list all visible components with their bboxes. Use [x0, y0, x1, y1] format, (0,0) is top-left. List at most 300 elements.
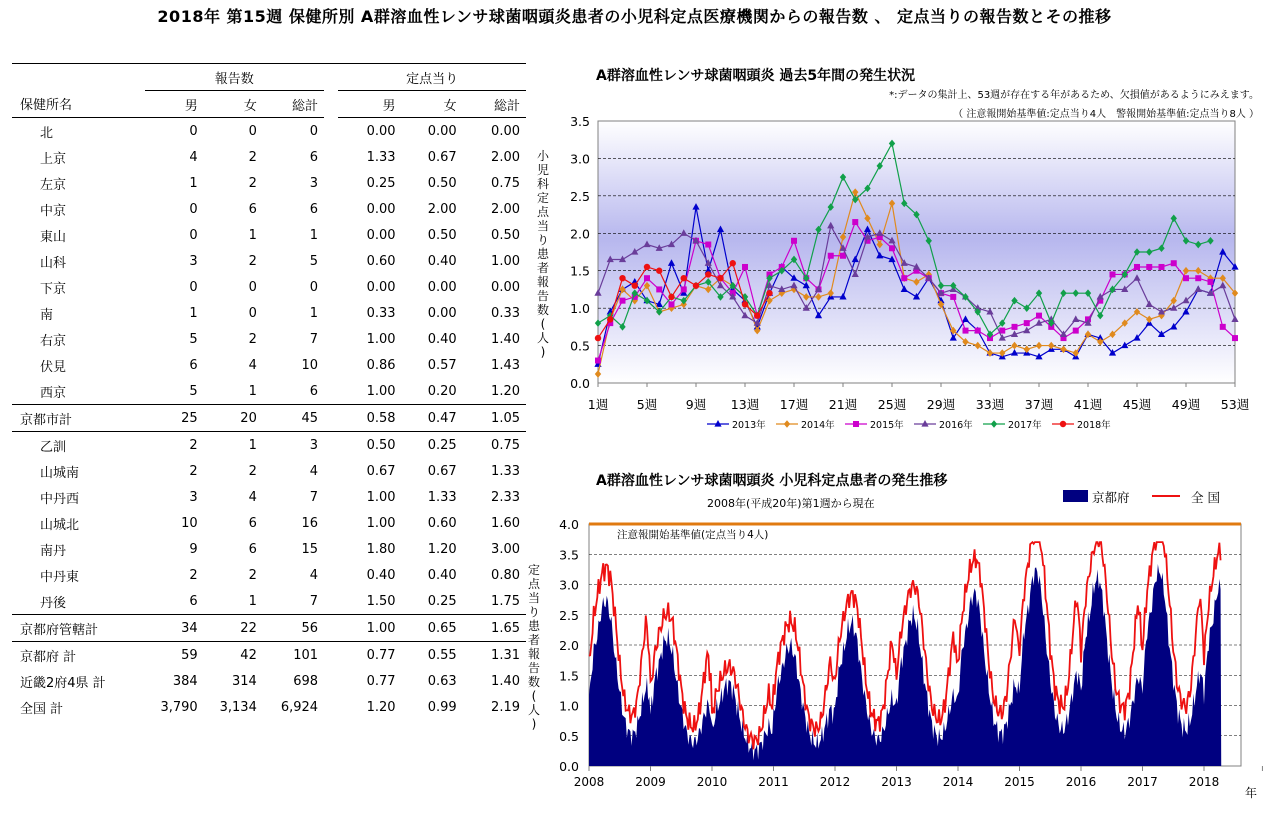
y-axis-label	[528, 563, 541, 731]
cell-value: 0.00	[491, 123, 520, 139]
row-name: 中丹西	[40, 491, 80, 507]
cell-value: 1.40	[491, 673, 520, 689]
cell-value: 10	[301, 357, 319, 373]
ylabel-char: 定	[536, 191, 550, 205]
ylabel-char: 科	[536, 177, 550, 191]
data-point	[681, 286, 687, 292]
cell-value: 45	[263, 405, 324, 432]
x-tick-label: 2014	[942, 775, 974, 789]
cell-value: 2	[145, 432, 204, 459]
chart-subtitle: 2008年(平成20年)第1週から現在	[707, 497, 875, 510]
row-name: 伏見	[40, 359, 67, 375]
x-tick-label: 37週	[1024, 397, 1054, 412]
cell-value: 0.00	[366, 123, 396, 139]
cell-value: 6	[248, 515, 257, 531]
cell-value: 1.60	[491, 515, 520, 531]
table-row	[12, 588, 526, 615]
cell-value: 1.80	[366, 541, 396, 557]
row-name: 左京	[40, 177, 67, 193]
y-axis-label	[537, 149, 550, 359]
table-row	[12, 326, 526, 352]
x-tick-label: 45週	[1122, 397, 1152, 412]
data-point	[1232, 335, 1238, 341]
x-tick-label: 2010	[696, 775, 728, 789]
cell-value: 1.00	[366, 383, 396, 399]
legend-label: 2015年	[870, 420, 904, 431]
legend-marker	[991, 420, 997, 428]
cell-value: 0.00	[491, 279, 520, 295]
x-tick-label: 2009	[635, 775, 666, 789]
col-header-total-rate: 総計	[463, 91, 526, 118]
legend-label: 2013年	[732, 420, 766, 431]
cell-value: 0	[248, 305, 257, 321]
cell-value: 0.65	[402, 615, 463, 642]
data-point	[656, 268, 662, 274]
cell-value: 2	[189, 463, 198, 479]
ylabel-char: 者	[527, 633, 541, 647]
data-point	[1195, 275, 1201, 281]
table-row	[12, 510, 526, 536]
cell-value: 1	[189, 305, 198, 321]
cell-value: 0.67	[427, 149, 457, 165]
x-tick-label: 5週	[636, 397, 658, 412]
cell-value: 10	[181, 515, 198, 531]
cell-value: 1	[189, 175, 198, 191]
ylabel-char: 当	[527, 591, 541, 605]
row-name: 南丹	[40, 543, 67, 559]
row-name: 北	[40, 125, 54, 141]
row-name: 上京	[40, 151, 67, 167]
row-name: 右京	[40, 333, 67, 349]
cell-value: 3,790	[160, 699, 198, 715]
y-tick-label: 0.5	[559, 728, 579, 744]
table-row	[12, 274, 526, 300]
data-point	[595, 358, 601, 364]
chart-note: *:データの集計上、53週が存在する年があるため、欠損値があるようにみえます。	[889, 90, 1259, 101]
cell-value: 3	[263, 432, 324, 459]
cell-value: 9	[189, 541, 198, 557]
ylabel-char: 点	[536, 205, 550, 219]
cell-value: 25	[145, 405, 204, 432]
row-name: 西京	[40, 385, 67, 401]
cell-value: 3.00	[491, 541, 520, 557]
legend-marker	[784, 420, 790, 428]
col-header-male: 男	[145, 91, 204, 118]
cell-value: 3,134	[219, 699, 257, 715]
cell-value: 1.43	[491, 357, 520, 373]
cell-value: 384	[172, 673, 198, 689]
data-point	[632, 282, 638, 288]
cell-value: 0	[189, 201, 198, 217]
ylabel-char: 人	[527, 703, 541, 717]
data-point	[1024, 320, 1030, 326]
x-tick-label: 2016	[1065, 775, 1097, 789]
table-row	[12, 615, 526, 642]
data-point	[619, 275, 625, 281]
cell-value: 0.40	[427, 567, 457, 583]
x-tick-label: 53週	[1220, 397, 1250, 412]
ylabel-char: 患	[527, 619, 541, 633]
table-row	[12, 118, 526, 145]
data-point	[1208, 279, 1214, 285]
ylabel-char: 児	[536, 163, 550, 177]
table-row	[12, 642, 526, 669]
cell-value: 0	[309, 123, 319, 139]
cell-value: 42	[204, 642, 263, 669]
x-axis-label: 年	[1244, 786, 1258, 800]
cell-value: 5	[309, 253, 319, 269]
y-tick-label: 1.5	[559, 668, 579, 684]
cell-value: 1.33	[366, 149, 396, 165]
data-point	[1036, 313, 1042, 319]
chart-thresholds: （ 注意報開始基準値:定点当り4人 警報開始基準値:定点当り8人 ）	[953, 109, 1259, 120]
x-tick-label: 2015	[1004, 775, 1035, 789]
x-tick-label: 49週	[1171, 397, 1201, 412]
cell-value: 0.55	[402, 642, 463, 669]
row-name: 京都市計	[12, 405, 145, 432]
col-header-name: 保健所名	[12, 91, 145, 118]
cell-value: 0.25	[402, 432, 463, 459]
cell-value: 0.50	[338, 432, 401, 459]
cell-value: 1.50	[366, 593, 396, 609]
data-point	[620, 298, 626, 304]
ylabel-char: 患	[536, 247, 550, 261]
cell-value: 0.00	[366, 279, 396, 295]
data-point	[975, 328, 981, 334]
ylabel-char: )	[540, 345, 546, 359]
col-header-female: 女	[204, 91, 263, 118]
ylabel-char: 当	[536, 219, 550, 233]
legend-label: 2014年	[801, 420, 835, 431]
cell-value: 1.75	[491, 593, 520, 609]
cell-value: 0.20	[427, 383, 457, 399]
cell-value: 5	[189, 383, 198, 399]
cell-value: 0	[309, 279, 319, 295]
cell-value: 5	[189, 331, 198, 347]
legend-label: 京都府	[1092, 490, 1130, 505]
cell-value: 4	[189, 149, 198, 165]
cell-value: 4	[309, 567, 319, 583]
x-tick-label: 13週	[730, 397, 760, 412]
cell-value: 1.05	[463, 405, 526, 432]
col-header-female-rate: 女	[402, 91, 463, 118]
cell-value: 1.20	[366, 699, 396, 715]
cell-value: 0	[189, 227, 198, 243]
cell-value: 7	[309, 489, 319, 505]
y-tick-label: 0.0	[570, 376, 590, 391]
cell-value: 1.20	[491, 383, 520, 399]
cell-value: 4	[248, 489, 257, 505]
data-point	[742, 301, 748, 307]
cell-value: 0.60	[366, 253, 396, 269]
table-row	[12, 300, 526, 326]
data-point	[730, 260, 736, 266]
x-tick-label: 2018	[1188, 775, 1220, 789]
data-point	[1171, 260, 1177, 266]
cell-value: 0.40	[427, 331, 457, 347]
ylabel-char: 報	[536, 275, 550, 289]
cell-value: 6	[248, 201, 257, 217]
cell-value: 0	[189, 279, 198, 295]
ylabel-char: 定	[527, 563, 541, 577]
table-row	[12, 562, 526, 588]
table-row	[12, 170, 526, 196]
data-point	[889, 245, 895, 251]
y-tick-label: 0.0	[559, 759, 579, 774]
col-header-male-rate: 男	[338, 91, 401, 118]
cell-value: 2	[248, 175, 257, 191]
data-point	[791, 238, 797, 244]
cell-value: 0.67	[427, 463, 457, 479]
data-point	[607, 316, 613, 322]
legend-marker	[1060, 421, 1066, 427]
cell-value: 0.75	[491, 175, 520, 191]
data-point	[852, 219, 858, 225]
row-name: 下京	[40, 281, 67, 297]
data-point	[742, 264, 748, 270]
cell-value: 0.99	[427, 699, 457, 715]
data-point	[950, 294, 956, 300]
data-point	[595, 335, 601, 341]
legend-label: 2016年	[939, 420, 973, 431]
x-tick-label: 2011	[758, 775, 789, 789]
table-row	[12, 668, 526, 694]
cell-value: 6	[189, 357, 198, 373]
ylabel-char: 人	[536, 331, 550, 345]
report-table	[12, 63, 526, 720]
ylabel-char: 告	[527, 661, 541, 675]
row-name: 山城北	[40, 517, 80, 533]
cell-value: 20	[204, 405, 263, 432]
cell-value: 1.33	[427, 489, 457, 505]
x-tick-label: 2017	[1127, 775, 1158, 789]
col-header-total: 総計	[263, 91, 324, 118]
cell-value: 2	[248, 331, 257, 347]
x-tick-label: 17週	[779, 397, 809, 412]
ylabel-char: 点	[527, 577, 541, 591]
y-tick-label: 1.0	[570, 301, 590, 317]
cell-value: 6	[309, 149, 319, 165]
cell-value: 0.00	[427, 305, 457, 321]
y-tick-label: 2.0	[559, 638, 579, 653]
per-sentinel-group-header: 定点当り	[338, 64, 526, 91]
cell-value: 0.77	[338, 642, 401, 669]
row-name: 丹後	[40, 595, 67, 611]
data-point	[668, 294, 674, 300]
five-year-chart	[530, 60, 1269, 440]
data-point	[1146, 264, 1152, 270]
cell-value: 0.47	[402, 405, 463, 432]
cell-value: 0.60	[427, 515, 457, 531]
data-point	[717, 275, 723, 281]
cell-value: 1.00	[366, 489, 396, 505]
data-point	[681, 275, 687, 281]
data-point	[1183, 275, 1189, 281]
y-tick-label: 2.0	[570, 226, 590, 242]
cell-value: 4	[248, 357, 257, 373]
legend-marker	[921, 420, 928, 427]
cell-value: 3	[189, 253, 198, 269]
data-point	[766, 290, 772, 296]
cell-value: 56	[263, 615, 324, 642]
cell-value: 1.20	[427, 541, 457, 557]
row-name: 南	[40, 307, 54, 323]
cell-value: 698	[293, 673, 319, 689]
data-point	[669, 301, 675, 307]
table-row	[12, 196, 526, 222]
cell-value: 0.25	[366, 175, 396, 191]
table-row	[12, 432, 526, 459]
x-tick-label: 9週	[685, 397, 707, 412]
cell-value: 3	[309, 175, 319, 191]
cell-value: 6	[189, 593, 198, 609]
cell-value: 0.67	[366, 463, 396, 479]
data-point	[754, 312, 760, 318]
y-tick-label: 3.5	[570, 114, 590, 129]
x-tick-label: 1週	[587, 397, 609, 412]
data-point	[705, 271, 711, 277]
cell-value: 0.40	[427, 253, 457, 269]
table-row	[12, 536, 526, 562]
table-row	[12, 222, 526, 248]
cell-value: 4	[309, 463, 319, 479]
data-point	[828, 253, 834, 259]
cell-value: 0.63	[427, 673, 457, 689]
cell-value: 1.00	[366, 515, 396, 531]
cell-value: 1.00	[491, 253, 520, 269]
cell-value: 0.75	[463, 432, 526, 459]
cell-value: 0.50	[491, 227, 520, 243]
cell-value: 1.65	[463, 615, 526, 642]
cell-value: 1.00	[338, 615, 401, 642]
legend-swatch-kyoto	[1063, 490, 1088, 502]
cell-value: 1	[309, 227, 319, 243]
cell-value: 1.31	[463, 642, 526, 669]
row-name: 全国 計	[20, 701, 64, 717]
cell-value: 0.00	[366, 201, 396, 217]
data-point	[1159, 264, 1165, 270]
ylabel-char: 報	[527, 647, 541, 661]
legend-label: 2017年	[1008, 420, 1042, 431]
cell-value: 6	[248, 541, 257, 557]
cell-value: 6	[309, 201, 319, 217]
cell-value: 0.80	[491, 567, 520, 583]
x-tick-label: 2013	[881, 775, 912, 789]
cell-value: 314	[232, 673, 257, 689]
row-name: 中京	[40, 203, 67, 219]
cell-value: 2.33	[491, 489, 520, 505]
x-tick-label: 29週	[926, 397, 956, 412]
table-row	[12, 144, 526, 170]
chart-title: A群溶血性レンサ球菌咽頭炎 過去5年間の発生状況	[596, 68, 916, 84]
cell-value: 2.00	[491, 149, 520, 165]
cell-value: 2.00	[491, 201, 520, 217]
cell-value: 0.40	[366, 567, 396, 583]
data-point	[1073, 328, 1079, 334]
cell-value: 6	[309, 383, 319, 399]
cell-value: 0.33	[366, 305, 396, 321]
cell-value: 2	[248, 567, 257, 583]
data-point	[656, 286, 662, 292]
table-row	[12, 405, 526, 432]
x-tick-label: 2012	[819, 775, 851, 789]
table-row	[12, 378, 526, 405]
cell-value: 1	[248, 227, 257, 243]
ylabel-char: 小	[536, 149, 550, 163]
cell-value: 0	[189, 123, 198, 139]
cell-value: 1	[248, 593, 257, 609]
row-name: 近畿2府4県 計	[20, 675, 106, 691]
cell-value: 22	[204, 615, 263, 642]
row-name: 中丹東	[40, 569, 80, 585]
cell-value: 0.77	[366, 673, 396, 689]
cell-value: 0.57	[427, 357, 457, 373]
reports-group-header: 報告数	[145, 64, 324, 91]
data-point	[963, 328, 969, 334]
cell-value: 0.25	[427, 593, 457, 609]
threshold-label: 注意報開始基準値(定点当り4人)	[617, 529, 769, 541]
legend-label: 2018年	[1077, 420, 1111, 431]
cell-value: 15	[301, 541, 319, 557]
data-point	[705, 242, 711, 248]
ylabel-char: り	[536, 233, 550, 247]
ylabel-char: (	[540, 317, 546, 331]
cell-value: 1	[309, 305, 319, 321]
y-tick-label: 1.5	[570, 263, 590, 279]
y-tick-label: 4.0	[559, 517, 579, 532]
row-name: 京都府 計	[12, 642, 145, 669]
cell-value: 0.33	[491, 305, 520, 321]
x-tick-label: 25週	[877, 397, 907, 412]
trend-chart	[520, 462, 1269, 819]
cell-value: 1.40	[491, 331, 520, 347]
cell-value: 0.50	[427, 227, 457, 243]
row-name: 山城南	[40, 465, 80, 481]
ylabel-char: り	[527, 605, 541, 619]
row-name: 山科	[40, 255, 67, 271]
x-tick-label: 2008	[573, 775, 605, 789]
ylabel-char: 数	[527, 675, 541, 689]
y-tick-label: 2.5	[559, 607, 579, 623]
ylabel-char: 数	[536, 303, 550, 317]
cell-value: 1.00	[366, 331, 396, 347]
cell-value: 2.19	[491, 699, 520, 715]
cell-value: 0.00	[366, 227, 396, 243]
y-tick-label: 3.0	[559, 577, 579, 593]
ylabel-char: 者	[536, 261, 550, 275]
cell-value: 6,924	[280, 699, 319, 715]
cell-value: 2	[189, 567, 198, 583]
y-tick-label: 3.0	[570, 151, 590, 167]
y-tick-label: 0.5	[570, 338, 590, 354]
cell-value: 0	[248, 279, 257, 295]
chart-title: A群溶血性レンサ球菌咽頭炎 小児科定点患者の発生推移	[596, 473, 948, 489]
cell-value: 3	[189, 489, 198, 505]
cell-value: 59	[145, 642, 204, 669]
cell-value: 0.00	[427, 279, 457, 295]
data-point	[644, 264, 650, 270]
cell-value: 0.58	[338, 405, 401, 432]
table-row	[12, 694, 526, 720]
table-row	[12, 458, 526, 484]
cell-value: 0.86	[366, 357, 396, 373]
legend-label: 全 国	[1191, 490, 1220, 505]
y-tick-label: 2.5	[570, 188, 590, 204]
x-tick-label: 21週	[828, 397, 858, 412]
x-tick-label: 33週	[975, 397, 1005, 412]
cell-value: 7	[309, 331, 319, 347]
data-point	[644, 275, 650, 281]
